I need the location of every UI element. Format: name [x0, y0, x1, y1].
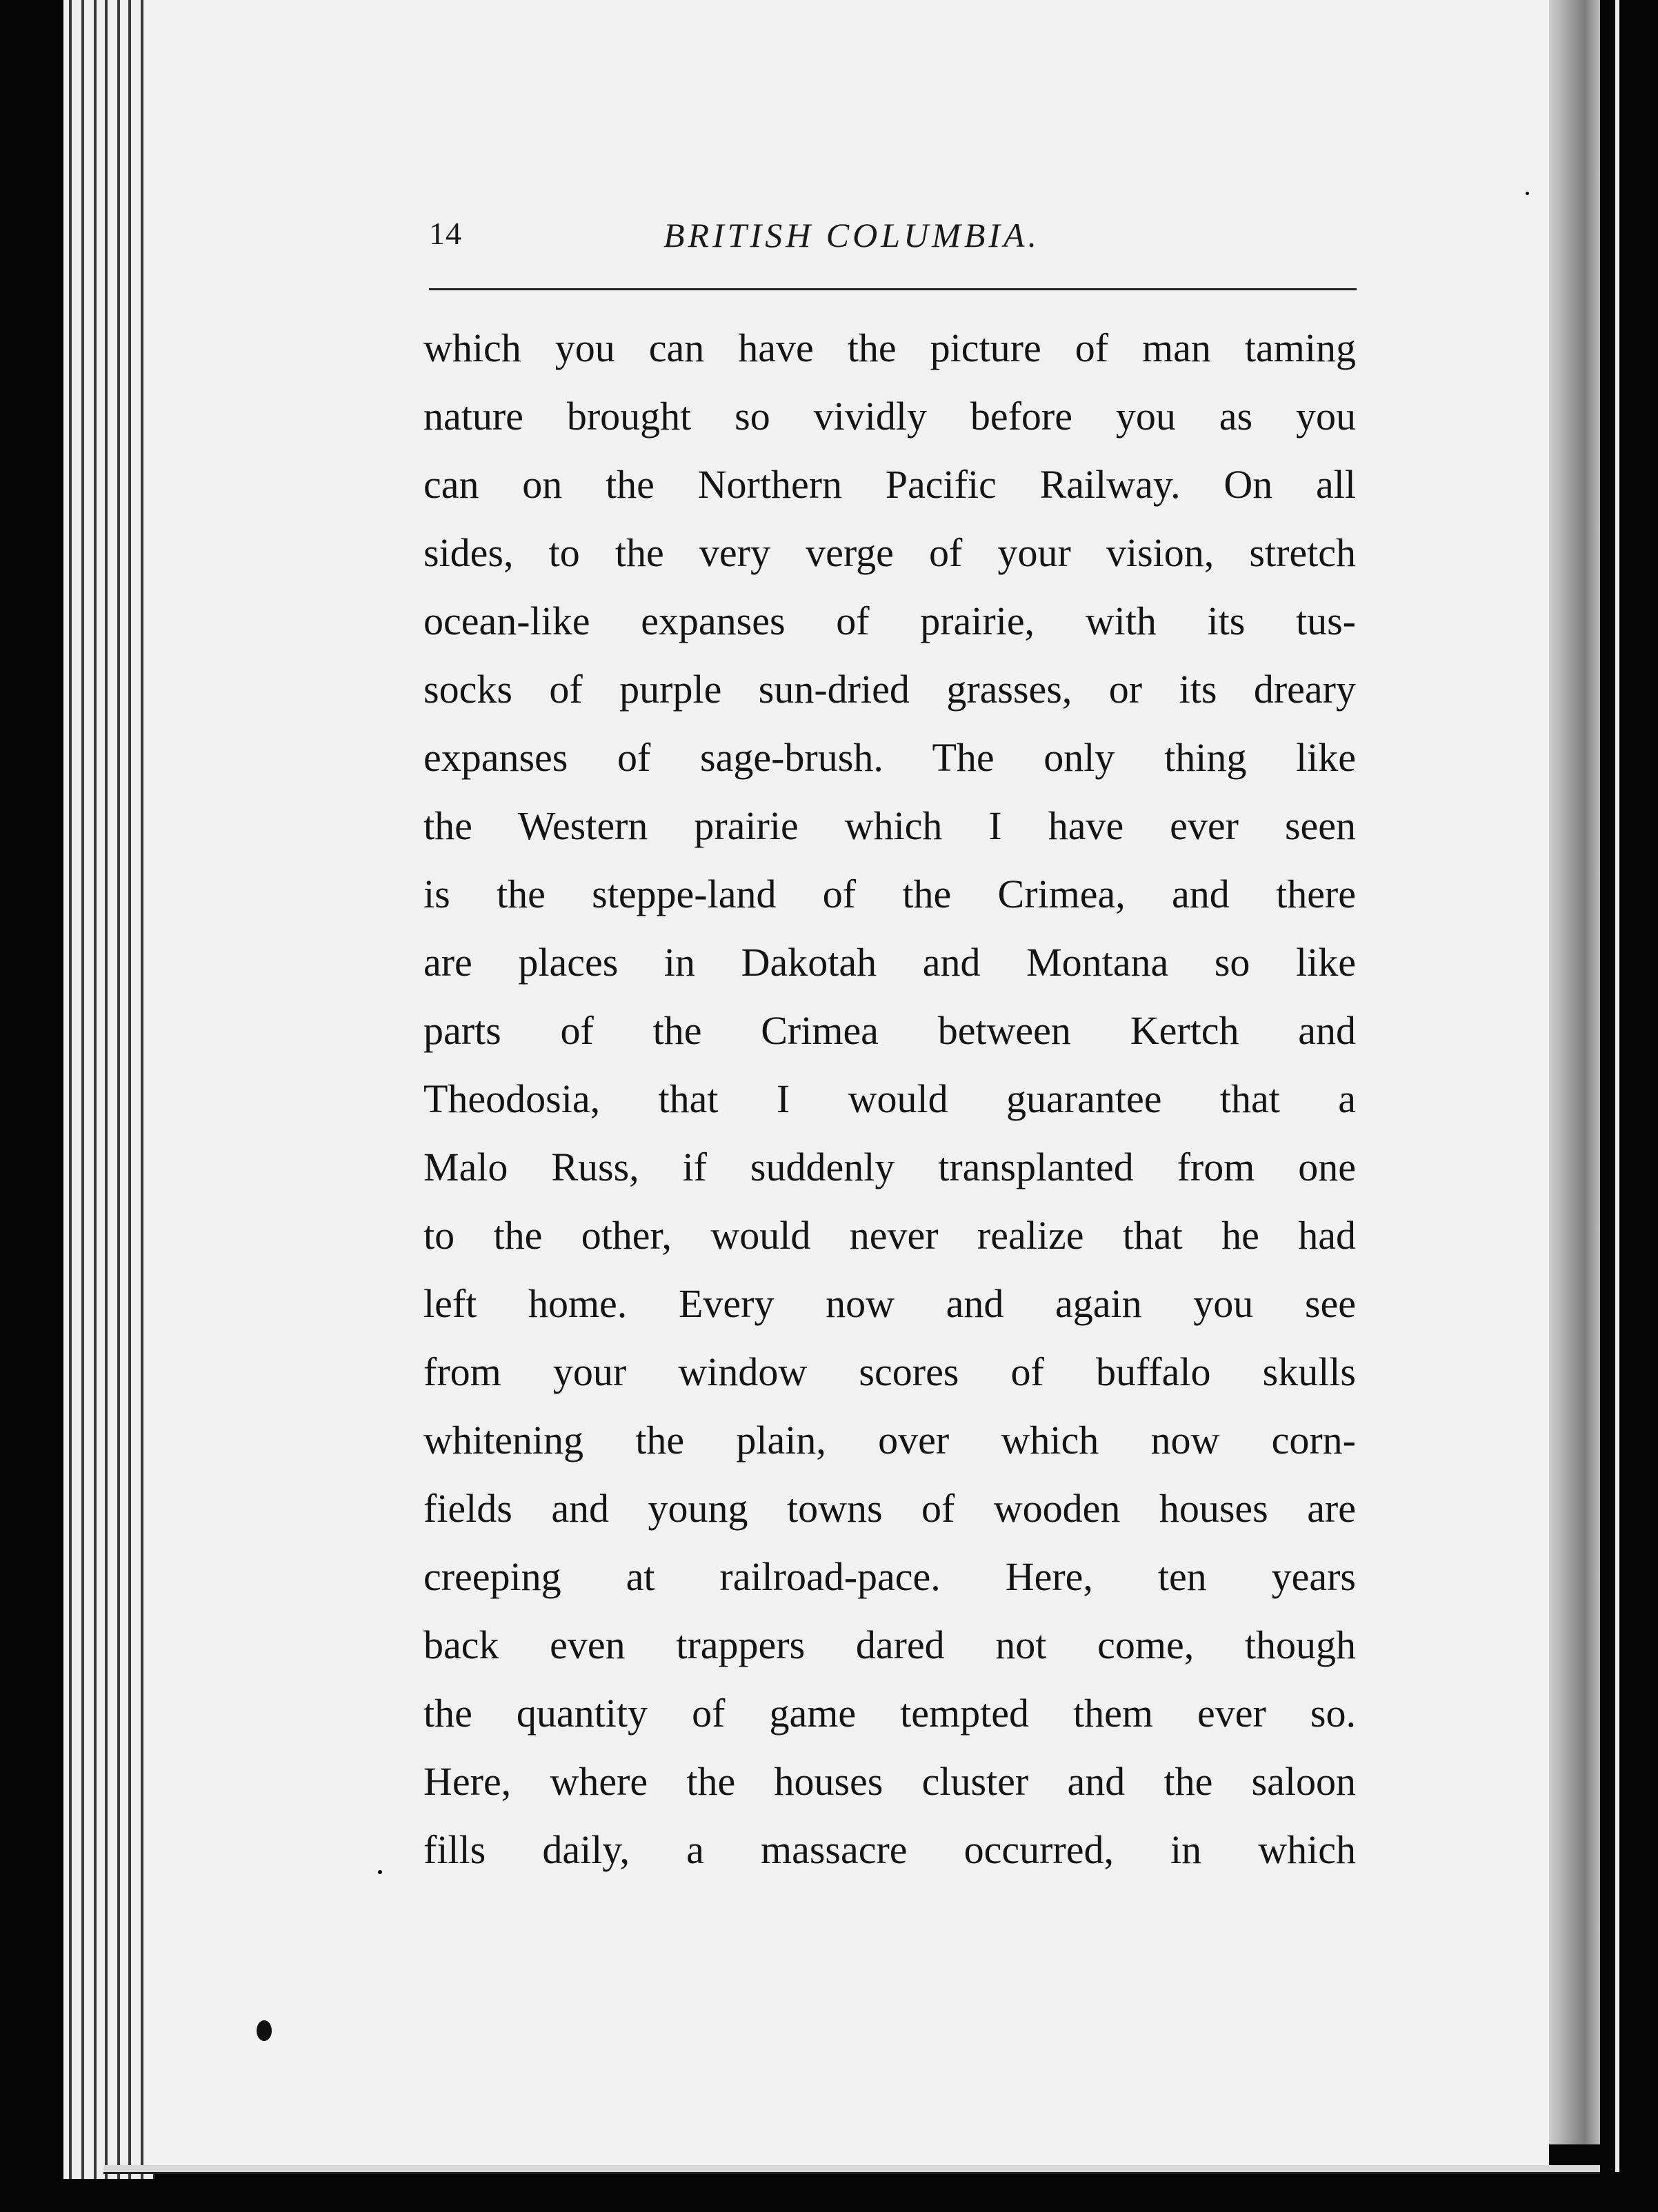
- text-line: creeping at railroad-pace. Here, ten years: [423, 1554, 1356, 1599]
- ink-speck: [1526, 192, 1529, 195]
- header-rule: [429, 288, 1357, 290]
- text-line: nature brought so vividly before you as you: [423, 394, 1356, 439]
- text-line: sides, to the very verge of your vision, stretch: [423, 530, 1356, 575]
- stacked-page-edges: [63, 0, 155, 2179]
- text-line: fills daily, a massacre occurred, in which: [423, 1827, 1356, 1872]
- ink-speck: [378, 1870, 382, 1874]
- text-line: which you can have the picture of man taming: [423, 325, 1356, 370]
- text-line: left home. Every now and again you see: [423, 1281, 1356, 1326]
- text-line: from your window scores of buffalo skulls: [423, 1349, 1356, 1394]
- text-line: is the steppe-land of the Crimea, and there: [423, 872, 1356, 916]
- text-line: can on the Northern Pacific Railway. On all: [423, 462, 1356, 507]
- text-line: Malo Russ, if suddenly transplanted from one: [423, 1145, 1356, 1189]
- text-line: Theodosia, that I would guarantee that a: [423, 1076, 1356, 1121]
- text-line: parts of the Crimea between Kertch and: [423, 1008, 1356, 1053]
- text-line: the quantity of game tempted them ever so.: [423, 1691, 1356, 1736]
- body-text: [423, 314, 1356, 1884]
- ink-speck: [257, 2020, 272, 2041]
- page-bottom-edge: [103, 2165, 1600, 2174]
- text-line: whitening the plain, over which now corn-: [423, 1418, 1356, 1462]
- page-gutter-shadow: [1549, 0, 1600, 2144]
- text-line: to the other, would never realize that he had: [423, 1213, 1356, 1258]
- scan-border-right: [1600, 0, 1658, 2212]
- running-title: BRITISH COLUMBIA.: [663, 216, 1041, 254]
- text-line: expanses of sage-brush. The only thing like: [423, 735, 1356, 780]
- running-head: [429, 215, 1357, 263]
- text-line: fields and young towns of wooden houses are: [423, 1486, 1356, 1531]
- text-line: back even trappers dared not come, though: [423, 1622, 1356, 1667]
- text-line: Here, where the houses cluster and the saloon: [423, 1759, 1356, 1804]
- text-line: the Western prairie which I have ever seen: [423, 803, 1356, 848]
- text-line: socks of purple sun-dried grasses, or its dreary: [423, 667, 1356, 712]
- text-line: are places in Dakotah and Montana so like: [423, 940, 1356, 985]
- text-line: ocean-like expanses of prairie, with its tus-: [423, 599, 1356, 643]
- page-number: 14: [429, 216, 462, 251]
